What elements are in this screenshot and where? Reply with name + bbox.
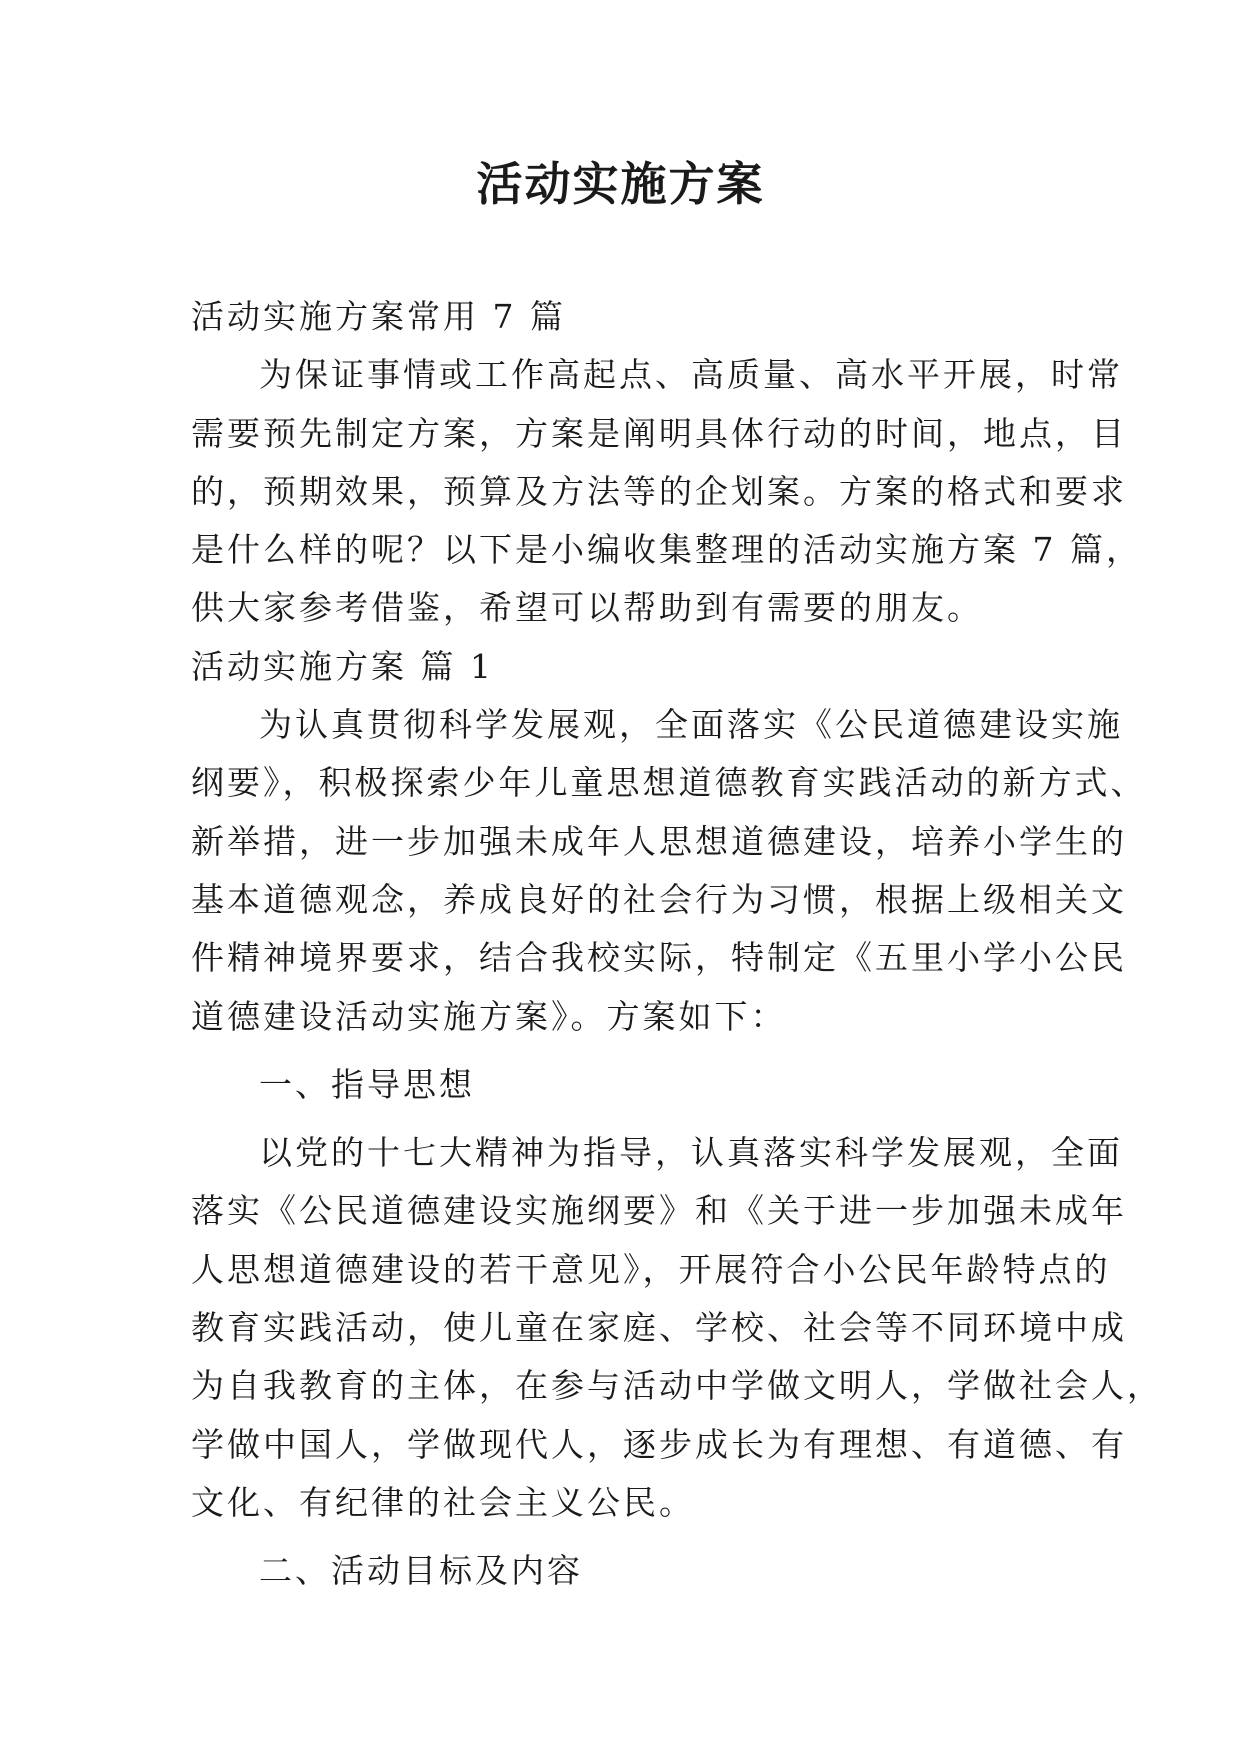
text-line: 文化、有纪律的社会主义公民。 (191, 1482, 695, 1522)
text-line: 件精神境界要求，结合我校实际，特制定《五里小学小公民 (191, 938, 1127, 978)
document-body (191, 288, 1163, 1601)
text-line: 纲要》，积极探索少年儿童思想道德教育实践活动的新方式、 (191, 763, 1147, 803)
text-line: 活动实施方案常用 7 篇 (191, 297, 566, 336)
text-line: 学做中国人，学做现代人，逐步成长为有理想、有道德、有 (191, 1424, 1127, 1464)
text-line: 二、活动目标及内容 (259, 1551, 583, 1591)
text-line: 为保证事情或工作高起点、高质量、高水平开展，时常 (259, 355, 1123, 395)
text-line: 一、指导思想 (259, 1064, 475, 1104)
document-title: 活动实施方案 (476, 157, 765, 211)
text-line: 基本道德观念，养成良好的社会行为习惯，根据上级相关文 (191, 879, 1127, 919)
text-line: 为认真贯彻科学发展观，全面落实《公民道德建设实施 (259, 705, 1123, 745)
text-line: 道德建设活动实施方案》。方案如下： (191, 996, 787, 1036)
text-line: 的，预期效果，预算及方法等的企划案。方案的格式和要求 (191, 471, 1127, 511)
text-line: 需要预先制定方案，方案是阐明具体行动的时间，地点，目 (191, 413, 1127, 453)
text-line: 人思想道德建设的若干意见》，开展符合小公民年龄特点的 (191, 1249, 1111, 1289)
text-line: 新举措，进一步加强未成年人思想道德建设，培养小学生的 (191, 821, 1127, 861)
text-line: 落实《公民道德建设实施纲要》和《关于进一步加强未成年 (191, 1191, 1127, 1231)
text-line: 是什么样的呢？以下是小编收集整理的活动实施方案 7 篇， (191, 530, 1142, 570)
text-line: 以党的十七大精神为指导，认真落实科学发展观，全面 (259, 1133, 1123, 1173)
text-line: 教育实践活动，使儿童在家庭、学校、社会等不同环境中成 (191, 1308, 1127, 1348)
text-line: 供大家参考借鉴，希望可以帮助到有需要的朋友。 (191, 588, 983, 628)
text-line: 活动实施方案 篇 1 (191, 646, 494, 686)
text-line: 为自我教育的主体，在参与活动中学做文明人，学做社会人， (191, 1366, 1163, 1406)
